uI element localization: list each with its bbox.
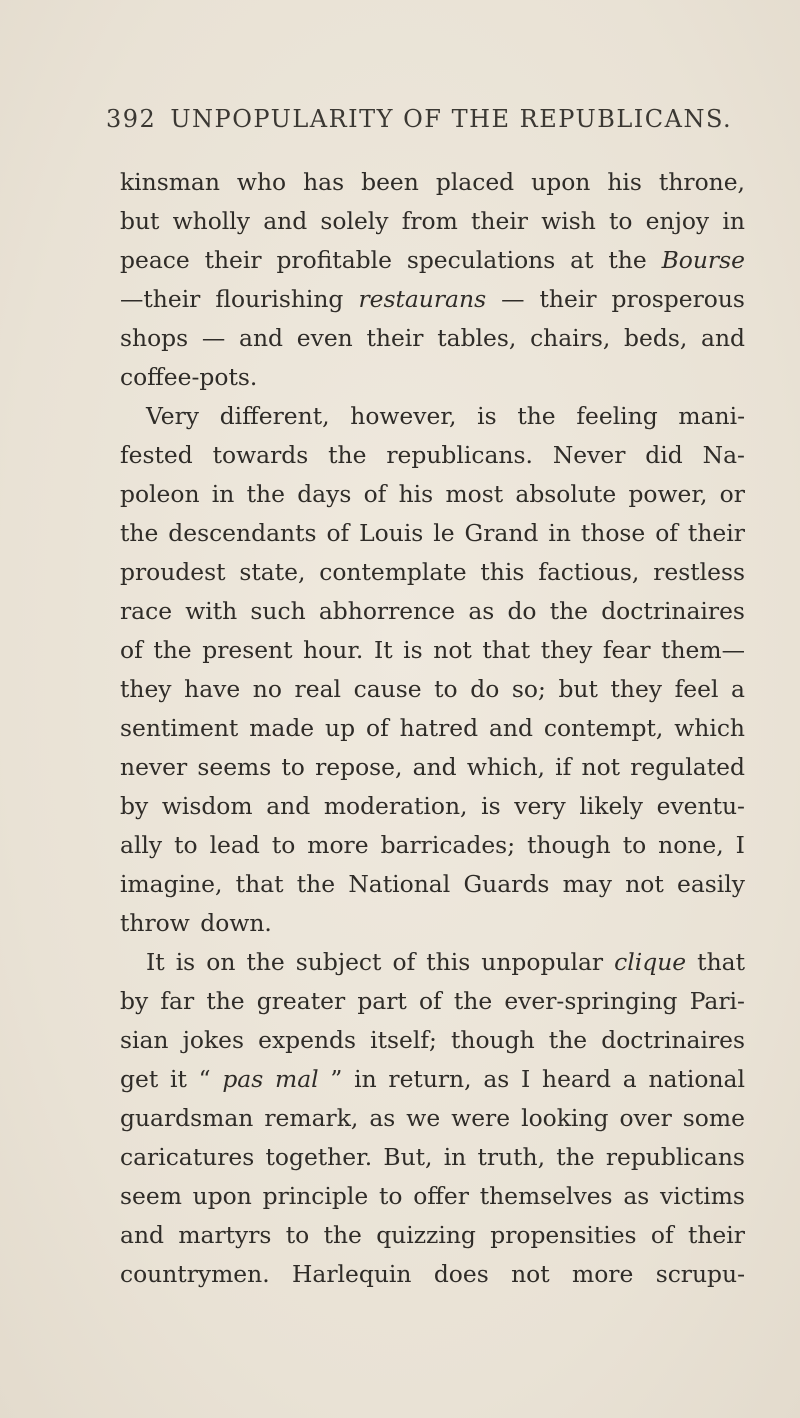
word: descendants bbox=[168, 519, 317, 547]
word: abhorrence bbox=[318, 597, 456, 625]
word: absolute bbox=[515, 480, 617, 508]
word: itself; bbox=[370, 1026, 437, 1054]
word: offer bbox=[413, 1182, 469, 1210]
word: contempt, bbox=[543, 714, 664, 742]
word: we bbox=[406, 1104, 441, 1132]
word: and bbox=[488, 714, 533, 742]
word: —their bbox=[120, 285, 201, 313]
word: is bbox=[477, 402, 497, 430]
word: they bbox=[120, 675, 172, 703]
word: looking bbox=[521, 1104, 609, 1132]
word: moderation, bbox=[323, 792, 468, 820]
text-line bbox=[120, 1216, 745, 1255]
text-line bbox=[120, 1099, 745, 1138]
word: that bbox=[235, 870, 284, 898]
word: in bbox=[443, 1143, 467, 1171]
word: is bbox=[403, 636, 423, 664]
word: martyrs bbox=[178, 1221, 272, 1249]
word: hour. bbox=[303, 636, 364, 664]
word: more bbox=[307, 831, 369, 859]
word: their bbox=[204, 246, 262, 274]
word: it bbox=[169, 1065, 187, 1093]
word: the bbox=[246, 948, 285, 976]
word: quizzing bbox=[376, 1221, 476, 1249]
word: such bbox=[250, 597, 306, 625]
word: do bbox=[470, 675, 500, 703]
word: solely bbox=[320, 207, 389, 235]
word: of bbox=[326, 519, 350, 547]
word: I bbox=[521, 1065, 531, 1093]
word: the bbox=[120, 519, 159, 547]
word: caricatures bbox=[120, 1143, 255, 1171]
word: that bbox=[697, 948, 745, 976]
word: in bbox=[722, 207, 745, 235]
word: easily bbox=[677, 870, 745, 898]
word: expends bbox=[258, 1026, 357, 1054]
word: repose, bbox=[315, 753, 403, 781]
word: Na- bbox=[702, 441, 745, 469]
word: to bbox=[434, 675, 458, 703]
text-line bbox=[120, 865, 745, 904]
running-header bbox=[106, 105, 733, 145]
word: of bbox=[366, 714, 389, 742]
word: propensities bbox=[490, 1221, 637, 1249]
word: likely bbox=[579, 792, 643, 820]
word: the bbox=[206, 987, 245, 1015]
word: beds, bbox=[624, 324, 688, 352]
text-line bbox=[120, 280, 745, 319]
word: peace bbox=[120, 246, 190, 274]
word: republicans bbox=[605, 1143, 745, 1171]
word: heard bbox=[542, 1065, 612, 1093]
word: and bbox=[263, 207, 308, 235]
word: speculations bbox=[406, 246, 556, 274]
word: even bbox=[296, 324, 353, 352]
word: ” bbox=[330, 1065, 343, 1093]
word: le bbox=[433, 519, 455, 547]
text-line bbox=[120, 397, 745, 436]
word: state, bbox=[239, 558, 306, 586]
word: down. bbox=[200, 909, 272, 937]
word: feel bbox=[674, 675, 719, 703]
text-line bbox=[120, 670, 745, 709]
word: his bbox=[398, 480, 434, 508]
word: “ bbox=[198, 1065, 211, 1093]
word: wish bbox=[541, 207, 596, 235]
word: upon bbox=[192, 1182, 252, 1210]
word: imagine, bbox=[120, 870, 223, 898]
word: made bbox=[249, 714, 315, 742]
word: them— bbox=[661, 636, 745, 664]
word: in bbox=[211, 480, 235, 508]
word: though bbox=[451, 1026, 535, 1054]
word: Grand bbox=[464, 519, 539, 547]
word: — bbox=[201, 324, 226, 352]
word: who bbox=[236, 168, 287, 196]
word: is bbox=[175, 948, 196, 976]
word: the bbox=[323, 1221, 362, 1249]
word: jokes bbox=[182, 1026, 244, 1054]
word: the bbox=[549, 597, 589, 625]
word: ally bbox=[120, 831, 163, 859]
word: a bbox=[731, 675, 745, 703]
word: victims bbox=[660, 1182, 745, 1210]
word: doctrinaires bbox=[601, 597, 745, 625]
word: power, bbox=[628, 480, 708, 508]
word: to bbox=[174, 831, 198, 859]
word: to bbox=[622, 831, 647, 859]
text-line bbox=[120, 319, 745, 358]
word: factious, bbox=[538, 558, 640, 586]
word: some bbox=[682, 1104, 745, 1132]
word: real bbox=[294, 675, 341, 703]
running-title: UNPOPULARITY OF THE REPUBLICANS. bbox=[170, 105, 733, 133]
word: throw bbox=[120, 909, 190, 937]
word: with bbox=[185, 597, 238, 625]
word: as bbox=[369, 1104, 396, 1132]
word: wisdom bbox=[161, 792, 253, 820]
word: the bbox=[556, 1143, 595, 1171]
word: does bbox=[433, 1260, 489, 1288]
word: upon bbox=[531, 168, 591, 196]
text-line bbox=[120, 748, 745, 787]
word: coffee-pots. bbox=[120, 363, 258, 391]
word: Never bbox=[552, 441, 626, 469]
word: themselves bbox=[479, 1182, 613, 1210]
word: to bbox=[608, 207, 633, 235]
word: no bbox=[252, 675, 282, 703]
word: and bbox=[239, 324, 284, 352]
word: they bbox=[610, 675, 663, 703]
word: by bbox=[120, 987, 149, 1015]
word: more bbox=[572, 1260, 634, 1288]
word: wholly bbox=[172, 207, 250, 235]
word: truth, bbox=[477, 1143, 546, 1171]
word: or bbox=[719, 480, 745, 508]
word: get bbox=[120, 1065, 159, 1093]
word: chairs, bbox=[530, 324, 611, 352]
word: their bbox=[687, 519, 745, 547]
word: tables, bbox=[437, 324, 517, 352]
word: of bbox=[392, 948, 416, 976]
word: as bbox=[468, 597, 495, 625]
text-line bbox=[120, 1060, 745, 1099]
text-line bbox=[120, 1138, 745, 1177]
word: return, bbox=[388, 1065, 472, 1093]
word: regulated bbox=[630, 753, 745, 781]
word: contemplate bbox=[319, 558, 467, 586]
word: the bbox=[548, 1026, 588, 1054]
word: has bbox=[303, 168, 345, 196]
word: that bbox=[482, 636, 531, 664]
word: not bbox=[581, 753, 621, 781]
word: republicans. bbox=[386, 441, 533, 469]
text-line bbox=[120, 1177, 745, 1216]
word: of bbox=[363, 480, 387, 508]
word: — bbox=[501, 285, 525, 313]
word: however, bbox=[350, 402, 457, 430]
word: together. bbox=[265, 1143, 373, 1171]
word: the bbox=[246, 480, 285, 508]
word: clique bbox=[614, 948, 687, 976]
word: countrymen. bbox=[120, 1260, 270, 1288]
word: mal bbox=[275, 1065, 319, 1093]
text-line bbox=[120, 592, 745, 631]
word: enjoy bbox=[645, 207, 710, 235]
word: those bbox=[580, 519, 646, 547]
word: of bbox=[650, 1221, 674, 1249]
text-line bbox=[120, 904, 745, 943]
word: Very bbox=[146, 402, 199, 430]
word: poleon bbox=[120, 480, 200, 508]
word: far bbox=[160, 987, 195, 1015]
word: to bbox=[271, 831, 296, 859]
word: pas bbox=[222, 1065, 264, 1093]
word: not bbox=[433, 636, 472, 664]
word: very bbox=[514, 792, 566, 820]
word: of bbox=[418, 987, 442, 1015]
word: if bbox=[555, 753, 572, 781]
text-line bbox=[120, 553, 745, 592]
word: mani- bbox=[678, 402, 745, 430]
word: I bbox=[735, 831, 745, 859]
word: this bbox=[480, 558, 525, 586]
word: Harlequin bbox=[292, 1260, 412, 1288]
word: Guards bbox=[463, 870, 550, 898]
word: greater bbox=[256, 987, 346, 1015]
word: not bbox=[625, 870, 664, 898]
text-line bbox=[120, 475, 745, 514]
word: none, bbox=[658, 831, 724, 859]
word: so; bbox=[511, 675, 546, 703]
word: but bbox=[558, 675, 598, 703]
text-line bbox=[120, 709, 745, 748]
word: their bbox=[471, 207, 528, 235]
word: the bbox=[153, 636, 192, 664]
word: national bbox=[648, 1065, 745, 1093]
word: the bbox=[453, 987, 493, 1015]
word: which, bbox=[466, 753, 545, 781]
word: on bbox=[206, 948, 236, 976]
word: barricades; bbox=[380, 831, 516, 859]
word: of bbox=[655, 519, 678, 547]
word: kinsman bbox=[120, 168, 220, 196]
word: race bbox=[120, 597, 173, 625]
word: flourishing bbox=[215, 285, 344, 313]
text-line bbox=[120, 241, 745, 280]
word: shops bbox=[120, 324, 189, 352]
word: have bbox=[184, 675, 241, 703]
word: placed bbox=[435, 168, 515, 196]
word: to bbox=[378, 1182, 403, 1210]
word: It bbox=[146, 948, 165, 976]
text-line bbox=[120, 982, 745, 1021]
word: profitable bbox=[276, 246, 392, 274]
text-line bbox=[120, 787, 745, 826]
word: doctrinaires bbox=[601, 1026, 745, 1054]
word: and bbox=[412, 753, 457, 781]
word: which bbox=[674, 714, 745, 742]
word: subject bbox=[295, 948, 382, 976]
word: lead bbox=[209, 831, 260, 859]
word: seem bbox=[120, 1182, 182, 1210]
word: their bbox=[366, 324, 424, 352]
text-line bbox=[120, 943, 745, 982]
word: different, bbox=[219, 402, 330, 430]
word: to bbox=[281, 753, 305, 781]
word: to bbox=[285, 1221, 310, 1249]
word: been bbox=[361, 168, 419, 196]
page-number: 392 bbox=[106, 105, 157, 133]
word: eventu- bbox=[656, 792, 745, 820]
word: of bbox=[120, 636, 143, 664]
word: the bbox=[517, 402, 556, 430]
word: most bbox=[445, 480, 504, 508]
word: not bbox=[511, 1260, 550, 1288]
word: the bbox=[608, 246, 647, 274]
word: were bbox=[451, 1104, 511, 1132]
word: unpopular bbox=[481, 948, 604, 976]
word: the bbox=[328, 441, 367, 469]
text-line bbox=[120, 163, 745, 202]
word: prosperous bbox=[611, 285, 745, 313]
word: feeling bbox=[576, 402, 658, 430]
text-line bbox=[120, 202, 745, 241]
word: throne, bbox=[658, 168, 745, 196]
word: did bbox=[645, 441, 683, 469]
word: his bbox=[607, 168, 642, 196]
word: and bbox=[701, 324, 745, 352]
word: is bbox=[481, 792, 501, 820]
text-line bbox=[120, 1021, 745, 1060]
word: It bbox=[373, 636, 393, 664]
word: days bbox=[297, 480, 352, 508]
word: restless bbox=[653, 558, 745, 586]
text-line bbox=[120, 436, 745, 475]
word: part bbox=[357, 987, 407, 1015]
word: but bbox=[120, 207, 160, 235]
word: they bbox=[540, 636, 593, 664]
word: and bbox=[120, 1221, 164, 1249]
word: as bbox=[623, 1182, 650, 1210]
word: a bbox=[622, 1065, 637, 1093]
word: and bbox=[266, 792, 311, 820]
word: at bbox=[570, 246, 594, 274]
text-line bbox=[120, 1255, 745, 1294]
word: up bbox=[325, 714, 356, 742]
word: cause bbox=[353, 675, 422, 703]
word: seems bbox=[197, 753, 272, 781]
word: restaurans bbox=[358, 285, 487, 313]
word: ever-springing bbox=[504, 987, 678, 1015]
text-line bbox=[120, 631, 745, 670]
word: never bbox=[120, 753, 188, 781]
word: their bbox=[687, 1221, 745, 1249]
word: hatred bbox=[399, 714, 479, 742]
word: principle bbox=[262, 1182, 369, 1210]
word: Bourse bbox=[661, 246, 745, 274]
word: present bbox=[202, 636, 293, 664]
word: the bbox=[296, 870, 336, 898]
word: fested bbox=[120, 441, 193, 469]
word: over bbox=[619, 1104, 672, 1132]
word: their bbox=[539, 285, 597, 313]
word: sentiment bbox=[120, 714, 239, 742]
text-line bbox=[120, 358, 745, 397]
word: towards bbox=[212, 441, 309, 469]
word: from bbox=[401, 207, 458, 235]
word: do bbox=[507, 597, 537, 625]
word: in bbox=[354, 1065, 377, 1093]
word: guardsman bbox=[120, 1104, 254, 1132]
word: by bbox=[120, 792, 149, 820]
word: Pari- bbox=[689, 987, 745, 1015]
word: in bbox=[548, 519, 571, 547]
word: this bbox=[426, 948, 471, 976]
word: scrupu- bbox=[655, 1260, 745, 1288]
word: though bbox=[527, 831, 611, 859]
word: proudest bbox=[120, 558, 226, 586]
word: National bbox=[348, 870, 451, 898]
text-line bbox=[120, 826, 745, 865]
text-line bbox=[120, 514, 745, 553]
word: as bbox=[483, 1065, 510, 1093]
word: sian bbox=[120, 1026, 169, 1054]
word: fear bbox=[602, 636, 651, 664]
word: But, bbox=[383, 1143, 433, 1171]
word: Louis bbox=[359, 519, 424, 547]
word: remark, bbox=[264, 1104, 359, 1132]
body-text bbox=[120, 163, 745, 1294]
word: may bbox=[562, 870, 612, 898]
